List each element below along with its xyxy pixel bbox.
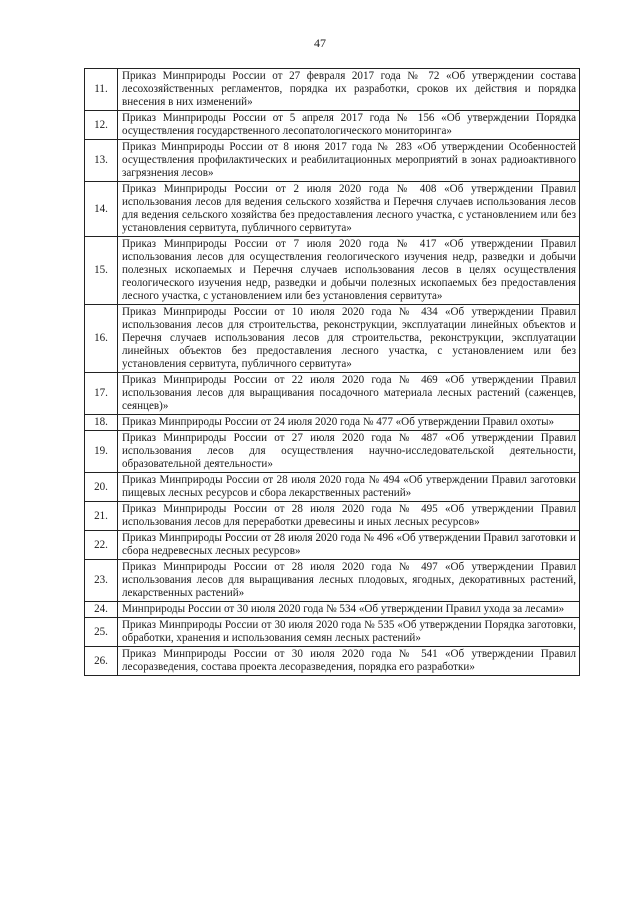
row-text: Приказ Минприроды России от 24 июля 2020 года № 477 «Об утверждении Правил охоты» — [118, 415, 580, 431]
row-number: 21. — [85, 502, 118, 531]
table-row — [85, 415, 580, 431]
row-number: 11. — [85, 69, 118, 111]
row-text: Приказ Минприроды России от 27 февраля 2017 года № 72 «Об утверждении состава лесохозяйственных регламентов, порядка их разработки, сроков их действия и порядка внесения в них изменений» — [118, 69, 580, 111]
page-number: 47 — [314, 36, 326, 50]
row-number: 19. — [85, 431, 118, 473]
table-row — [85, 431, 580, 473]
row-text: Приказ Минприроды России от 30 июля 2020 года № 535 «Об утверждении Порядка заготовки, обработки, хранения и использования семян лесных растений» — [118, 618, 580, 647]
row-text: Приказ Минприроды России от 10 июля 2020 года № 434 «Об утверждении Правил использования лесов для строительства, реконструкции, эксплуатации линейных объектов и Перечня случаев использования лесов для строительства, реконструкции, эксплуатации линейных объектов без предоставления лесного участка, с установлением или без установления сервитута, публичного сервитута» — [118, 305, 580, 373]
row-text: Приказ Минприроды России от 28 июля 2020 года № 497 «Об утверждении Правил использования лесов для выращивания лесных плодовых, ягодных, декоративных растений, лекарственных растений» — [118, 560, 580, 602]
table-row — [85, 531, 580, 560]
row-text: Приказ Минприроды России от 2 июля 2020 года № 408 «Об утверждении Правил использования лесов для ведения сельского хозяйства и Перечня случаев использования лесов для ведения сельского хозяйства без предоставления лесного участка, с установлением или без установления сервитута, публичного сервитута» — [118, 182, 580, 237]
row-number: 22. — [85, 531, 118, 560]
table-row — [85, 560, 580, 602]
row-number: 15. — [85, 237, 118, 305]
row-number: 17. — [85, 373, 118, 415]
table-row — [85, 237, 580, 305]
table-row — [85, 502, 580, 531]
table-row — [85, 602, 580, 618]
row-number: 12. — [85, 111, 118, 140]
row-number: 20. — [85, 473, 118, 502]
table-row — [85, 473, 580, 502]
table-row — [85, 182, 580, 237]
table-row — [85, 305, 580, 373]
row-text: Минприроды России от 30 июля 2020 года № 534 «Об утверждении Правил ухода за лесами» — [118, 602, 580, 618]
row-number: 26. — [85, 647, 118, 676]
row-text: Приказ Минприроды России от 28 июля 2020 года № 496 «Об утверждении Правил заготовки и сбора недревесных лесных ресурсов» — [118, 531, 580, 560]
table-row — [85, 373, 580, 415]
row-text: Приказ Минприроды России от 8 июня 2017 года № 283 «Об утверждении Особенностей осуществления профилактических и реабилитационных мероприятий в зонах радиоактивного загрязнения лесов» — [118, 140, 580, 182]
row-number: 24. — [85, 602, 118, 618]
row-text: Приказ Минприроды России от 22 июля 2020 года № 469 «Об утверждении Правил использования лесов для выращивания посадочного материала лесных растений (саженцев, сеянцев)» — [118, 373, 580, 415]
row-number: 25. — [85, 618, 118, 647]
row-number: 14. — [85, 182, 118, 237]
table-row — [85, 69, 580, 111]
row-text: Приказ Минприроды России от 7 июля 2020 года № 417 «Об утверждении Правил использования лесов для осуществления геологического изучения недр, разведки и добычи полезных ископаемых и Перечня случаев использования лесов в целях осуществления геологического изучения недр, разведки и добычи полезных ископаемых без предоставления лесного участка, с установлением или без установления сервитута» — [118, 237, 580, 305]
row-text: Приказ Минприроды России от 28 июля 2020 года № 495 «Об утверждении Правил использования лесов для переработки древесины и иных лесных ресурсов» — [118, 502, 580, 531]
table-row — [85, 647, 580, 676]
row-text: Приказ Минприроды России от 30 июля 2020 года № 541 «Об утверждении Правил лесоразведения, состава проекта лесоразведения, порядка его разработки» — [118, 647, 580, 676]
row-number: 16. — [85, 305, 118, 373]
table-row — [85, 111, 580, 140]
regulations-table — [84, 68, 580, 676]
row-number: 18. — [85, 415, 118, 431]
row-text: Приказ Минприроды России от 5 апреля 2017 года № 156 «Об утверждении Порядка осуществления государственного лесопатологического мониторинга» — [118, 111, 580, 140]
table-row — [85, 140, 580, 182]
row-number: 13. — [85, 140, 118, 182]
table-row — [85, 618, 580, 647]
row-text: Приказ Минприроды России от 27 июля 2020 года № 487 «Об утверждении Правил использования лесов для осуществления научно-исследовательской деятельности, образовательной деятельности» — [118, 431, 580, 473]
row-number: 23. — [85, 560, 118, 602]
row-text: Приказ Минприроды России от 28 июля 2020 года № 494 «Об утверждении Правил заготовки пищевых лесных ресурсов и сбора лекарственных растений» — [118, 473, 580, 502]
